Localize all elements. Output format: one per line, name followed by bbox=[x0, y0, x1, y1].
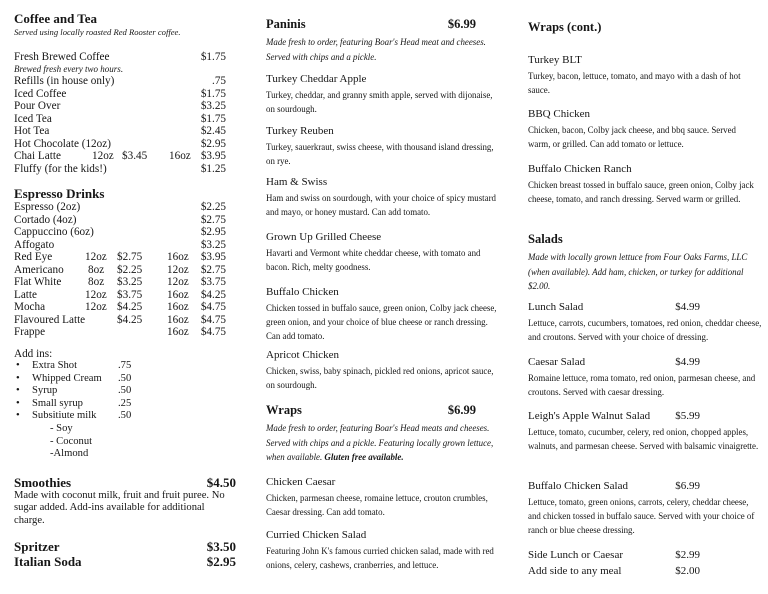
menu-item-text: $2.00 bbox=[675, 565, 700, 577]
menu-item bbox=[528, 547, 700, 563]
menu-item-text: $2.25 bbox=[200, 201, 226, 213]
menu-item bbox=[14, 113, 226, 126]
bullet-icon: • bbox=[16, 372, 20, 384]
menu-item-text: $4.25 bbox=[117, 301, 143, 313]
menu-item-text: Chicken, bacon, Colby jack cheese, and bbq sauce. Served warm, or grilled. Can add tomato or lettuce. bbox=[528, 125, 736, 149]
salads-section bbox=[528, 232, 758, 294]
menu-item bbox=[528, 108, 760, 151]
menu-item-text bbox=[528, 410, 700, 423]
menu-text: .25 bbox=[118, 397, 132, 409]
menu-item-text: Chicken breast tossed in buffalo sauce, green onion, Colby jack cheese, tomato, and ranch dressing. Served warm or grilled. bbox=[528, 180, 754, 204]
menu-item-text: $1.75 bbox=[200, 51, 226, 63]
addin-item bbox=[14, 398, 226, 411]
menu-item bbox=[14, 301, 226, 314]
menu-text: Subsitiute milk bbox=[32, 410, 97, 422]
price: $4.50 bbox=[206, 475, 236, 490]
menu-item-text bbox=[528, 301, 700, 314]
menu-item-text: Espresso (2oz) bbox=[14, 201, 81, 213]
menu-item-text: Chicken, swiss, baby spinach, pickled red onions, apricot sauce, on sourdough. bbox=[266, 366, 494, 390]
menu-item-text: 16oz bbox=[167, 288, 189, 301]
menu-text bbox=[14, 339, 226, 348]
side-items bbox=[528, 547, 700, 579]
menu-text: Lunch Salad bbox=[528, 301, 584, 313]
menu-item-text: Lettuce, carrots, cucumbers, tomatoes, red onion, cheddar cheese, and croutons. Served with your choice of dressing. bbox=[528, 318, 762, 342]
menu-item-text: $4.75 bbox=[200, 313, 226, 326]
menu-item bbox=[14, 201, 226, 214]
bullet-icon: • bbox=[16, 397, 20, 409]
bullet-icon: • bbox=[16, 385, 20, 397]
smoothies-section bbox=[14, 475, 236, 527]
menu-item-text: $2.75 bbox=[200, 263, 226, 276]
menu-item bbox=[266, 349, 501, 392]
menu-text: Extra Shot bbox=[32, 360, 78, 371]
menu-item bbox=[14, 214, 226, 227]
menu-item bbox=[528, 301, 763, 344]
menu-item bbox=[266, 231, 501, 274]
menu-item-text: Fresh Brewed Coffee bbox=[14, 51, 110, 63]
menu-item bbox=[14, 138, 226, 151]
menu-item bbox=[14, 326, 226, 339]
menu-item-text: Flat White bbox=[14, 276, 62, 288]
menu-item bbox=[14, 163, 226, 176]
menu-text bbox=[14, 554, 236, 569]
addins-title bbox=[14, 348, 226, 361]
menu-item-text: Ham & Swiss bbox=[266, 176, 328, 188]
espresso-section bbox=[14, 186, 226, 461]
section-title: Paninis bbox=[266, 17, 306, 31]
menu-text: $6.99 bbox=[675, 480, 700, 492]
menu-item-text: 12oz bbox=[85, 251, 107, 263]
menu-item-text: Featuring John K's famous curried chicken salad, made with red onions, celery, cashews, cranberries, and lettuce. bbox=[266, 546, 494, 570]
price: $2.95 bbox=[206, 554, 236, 569]
item-name: Italian Soda bbox=[14, 554, 82, 569]
menu-item-text: Lettuce, tomato, green onions, carrots, celery, cheddar cheese, and chicken tossed in buffalo sauce. Served with your choice of ranch or blue cheese dressing. bbox=[528, 497, 755, 535]
menu-item-text: $4.25 bbox=[117, 313, 143, 326]
menu-item bbox=[14, 264, 226, 277]
menu-item bbox=[528, 356, 763, 399]
menu-item-text: Frappe bbox=[14, 326, 46, 338]
menu-text: Add ins: bbox=[14, 347, 53, 360]
addin-item bbox=[14, 385, 226, 398]
section-subtitle bbox=[266, 421, 501, 465]
menu-item-text: Add side to any meal bbox=[528, 565, 622, 577]
menu-item-text: Cappuccino (6oz) bbox=[14, 226, 94, 238]
menu-item bbox=[14, 150, 226, 163]
menu-text bbox=[266, 403, 476, 418]
menu-item-text: Turkey, sauerkraut, swiss cheese, with thousand island dressing, on rye. bbox=[266, 142, 494, 166]
menu-item bbox=[14, 226, 226, 239]
menu-item bbox=[14, 276, 226, 289]
item-name: Spritzer bbox=[14, 539, 60, 554]
section-title: Espresso Drinks bbox=[14, 186, 105, 201]
menu-item-text: $2.75 bbox=[200, 213, 226, 226]
menu-item-text: $3.75 bbox=[200, 276, 226, 288]
menu-text: Small syrup bbox=[32, 397, 83, 409]
menu-item-text: Pour Over bbox=[14, 100, 61, 112]
menu-text bbox=[266, 17, 476, 32]
menu-item bbox=[266, 476, 501, 519]
coffee-tea-section bbox=[14, 11, 226, 175]
menu-text: Caesar Salad bbox=[528, 356, 586, 368]
menu-item-text: $2.95 bbox=[200, 226, 226, 238]
menu-item-text: Chicken Caesar bbox=[266, 476, 336, 488]
menu-text: $4.99 bbox=[675, 356, 700, 368]
menu-item-text: Red Eye bbox=[14, 251, 53, 263]
menu-item-text: Americano bbox=[14, 263, 64, 276]
menu-item bbox=[528, 480, 763, 537]
menu-item-text: Grown Up Grilled Cheese bbox=[266, 231, 382, 243]
section-title: Smoothies bbox=[14, 475, 72, 490]
menu-item-text: 12oz bbox=[167, 263, 189, 276]
section-title: Wraps (cont.) bbox=[528, 20, 602, 34]
menu-item-text: $2.75 bbox=[117, 251, 143, 263]
menu-item-text: Turkey Cheddar Apple bbox=[266, 73, 367, 85]
menu-item bbox=[266, 73, 501, 116]
menu-item bbox=[14, 251, 226, 264]
menu-item-text: Chicken tossed in buffalo sauce, green onion, Colby jack cheese, green onion, and your choice of blue cheese or ranch dressing. Can add tomato. bbox=[266, 303, 497, 341]
menu-text: Leigh's Apple Walnut Salad bbox=[528, 410, 651, 422]
menu-item-text: Hot Tea bbox=[14, 125, 50, 137]
gluten-free-note: Gluten free available. bbox=[324, 452, 404, 462]
menu-text: $5.99 bbox=[675, 410, 700, 422]
menu-item bbox=[14, 51, 226, 64]
menu-item bbox=[266, 125, 501, 168]
menu-item-text: $3.95 bbox=[200, 251, 226, 263]
menu-item-text: Curried Chicken Salad bbox=[266, 529, 367, 541]
menu-item-text: Refills (in house only) bbox=[14, 75, 115, 87]
menu-item bbox=[528, 563, 700, 579]
menu-item-text: 12oz bbox=[85, 301, 107, 313]
menu-item-text: 12oz bbox=[92, 150, 114, 162]
menu-item bbox=[14, 314, 226, 327]
menu-item bbox=[266, 176, 501, 219]
addin-item bbox=[14, 360, 226, 373]
sodas-section bbox=[14, 539, 236, 569]
menu-item-text: $4.75 bbox=[200, 326, 226, 338]
menu-text: .50 bbox=[118, 385, 132, 397]
menu-item-text: Turkey, cheddar, and granny smith apple, served with dijonaise, on sourdough. bbox=[266, 90, 493, 114]
addin-item bbox=[14, 373, 226, 386]
menu-item-text: $3.95 bbox=[200, 150, 226, 162]
menu-item-text: $1.75 bbox=[200, 87, 226, 100]
wraps-cont-section bbox=[528, 20, 753, 35]
menu-item-text: 16oz bbox=[167, 251, 189, 263]
menu-item-text: Buffalo Chicken Ranch bbox=[528, 163, 632, 175]
menu-item-text: Buffalo Chicken bbox=[266, 286, 339, 298]
menu-item-text: $3.25 bbox=[200, 100, 226, 112]
menu-item-text: Flavoured Latte bbox=[14, 313, 86, 326]
menu-item-text: Turkey BLT bbox=[528, 54, 582, 66]
menu-text: Made fresh to order, featuring Boar's Head meats and cheeses. Served with chips and a pickle. Featuring locally grown lettuce, when available. bbox=[266, 423, 494, 462]
menu-item-text: $2.95 bbox=[200, 137, 226, 150]
section-subtitle: Served using locally roasted Red Rooster coffee. bbox=[14, 27, 181, 37]
menu-item-text: Chicken, parmesan cheese, romaine lettuce, crouton crumbles, Caesar dressing. Can add tomato. bbox=[266, 493, 488, 517]
menu-text bbox=[14, 39, 226, 51]
section-title: Salads bbox=[528, 232, 563, 246]
menu-item-text: Chai Latte bbox=[14, 150, 61, 162]
menu-item-text: Hot Chocolate (12oz) bbox=[14, 137, 111, 150]
menu-item-text: $4.75 bbox=[200, 301, 226, 313]
section-subtitle: Made fresh to order, featuring Boar's Head meat and cheeses. Served with chips and a pickle. bbox=[266, 37, 486, 62]
menu-item-text: Iced Coffee bbox=[14, 87, 67, 100]
menu-item-text: Havarti and Vermont white cheddar cheese, with tomato and bacon. Rich, melty goodness. bbox=[266, 248, 481, 272]
menu-item-text: $3.25 bbox=[200, 238, 226, 251]
menu-item-text: 16oz bbox=[167, 313, 189, 326]
menu-item bbox=[14, 125, 226, 138]
section-subtitle: Made with locally grown lettuce from Four Oaks Farms, LLC (when available). Add ham, chicken, or turkey for additional $2.00. bbox=[528, 252, 748, 291]
menu-item-text: $1.25 bbox=[200, 162, 226, 175]
menu-item bbox=[14, 100, 226, 113]
menu-item bbox=[14, 75, 226, 88]
menu-item-text: 16oz bbox=[167, 301, 189, 313]
menu-item bbox=[266, 529, 501, 572]
menu-item-text: .75 bbox=[212, 75, 226, 87]
menu-text bbox=[14, 539, 236, 554]
menu-item-text: BBQ Chicken bbox=[528, 108, 591, 120]
menu-item-text: Lettuce, tomato, cucumber, celery, red onion, chopped apples, walnuts, and parmesan cheese. Served with balsamic vinaigrette. bbox=[528, 427, 759, 451]
menu-item-text: $4.25 bbox=[200, 288, 226, 301]
section-title: Wraps bbox=[266, 403, 302, 417]
menu-item-text: Mocha bbox=[14, 301, 46, 313]
menu-item bbox=[14, 239, 226, 252]
menu-text: Syrup bbox=[32, 385, 58, 397]
menu-item-text: $1.75 bbox=[200, 112, 226, 125]
menu-item-text: $3.45 bbox=[122, 150, 148, 162]
menu-text bbox=[14, 475, 236, 490]
section-description: Made with coconut milk, fruit and fruit puree. No sugar added. Add-ins available for additional charge. bbox=[14, 490, 225, 526]
bullet-icon: • bbox=[16, 410, 20, 422]
menu-text: .50 bbox=[118, 410, 132, 422]
menu-item-text: $3.25 bbox=[117, 276, 143, 288]
menu-item-text: $2.45 bbox=[200, 125, 226, 137]
price: $6.99 bbox=[447, 403, 476, 417]
menu-text: Buffalo Chicken Salad bbox=[528, 480, 628, 492]
item-note: Brewed fresh every two hours. bbox=[14, 63, 124, 74]
menu-item-text: 8oz bbox=[88, 276, 105, 288]
menu-item bbox=[528, 410, 763, 453]
section-title: Coffee and Tea bbox=[14, 11, 98, 26]
menu-item-text: 12oz bbox=[85, 288, 107, 301]
menu-item-text: Fluffy (for the kids!) bbox=[14, 162, 107, 175]
menu-item-text: 16oz bbox=[169, 150, 191, 162]
menu-item bbox=[266, 286, 501, 343]
menu-item bbox=[528, 163, 760, 206]
menu-item-text: Romaine lettuce, roma tomato, red onion, parmesan cheese, and croutons. Served with caesar dressing. bbox=[528, 373, 756, 397]
menu-item-text: Turkey, bacon, lettuce, tomato, and mayo with a dash of hot sauce. bbox=[528, 71, 741, 95]
menu-text: .50 bbox=[118, 372, 132, 384]
addin-item bbox=[14, 410, 226, 423]
menu-item-text: Affogato bbox=[14, 238, 55, 251]
menu-item-text: Turkey Reuben bbox=[266, 125, 334, 137]
menu-item-text: Latte bbox=[14, 288, 37, 301]
price: $6.99 bbox=[447, 17, 476, 31]
menu-item-text: 12oz bbox=[167, 276, 189, 288]
menu-item-text: $2.99 bbox=[675, 549, 700, 561]
wraps-section bbox=[266, 403, 501, 465]
menu-item-text: 8oz bbox=[88, 263, 105, 276]
menu-item-text bbox=[528, 356, 700, 369]
menu-item-text: $3.75 bbox=[117, 288, 143, 301]
menu-item-text: Side Lunch or Caesar bbox=[528, 549, 623, 561]
menu-item bbox=[14, 88, 226, 101]
menu-text: .75 bbox=[118, 360, 132, 371]
menu-item-text: $2.25 bbox=[117, 263, 143, 276]
menu-text: $4.99 bbox=[675, 301, 700, 313]
price: $3.50 bbox=[206, 539, 236, 554]
milk-option: -Almond bbox=[50, 448, 89, 460]
menu-item-text: Ham and swiss on sourdough, with your choice of spicy mustard and mayo, or honey mustard. Can add tomato. bbox=[266, 193, 496, 217]
bullet-icon: • bbox=[16, 360, 20, 371]
menu-item-text: 16oz bbox=[167, 326, 189, 338]
menu-text: Whipped Cream bbox=[32, 372, 102, 384]
menu-item-text: Apricot Chicken bbox=[266, 349, 340, 361]
menu-item-text: Cortado (4oz) bbox=[14, 213, 77, 226]
paninis-section bbox=[266, 17, 498, 64]
menu-item bbox=[528, 54, 760, 97]
menu-item-text bbox=[528, 480, 700, 493]
milk-option: - Coconut bbox=[50, 435, 93, 447]
menu-item bbox=[14, 289, 226, 302]
milk-option: - Soy bbox=[50, 422, 73, 434]
menu-item-text: Iced Tea bbox=[14, 112, 52, 125]
